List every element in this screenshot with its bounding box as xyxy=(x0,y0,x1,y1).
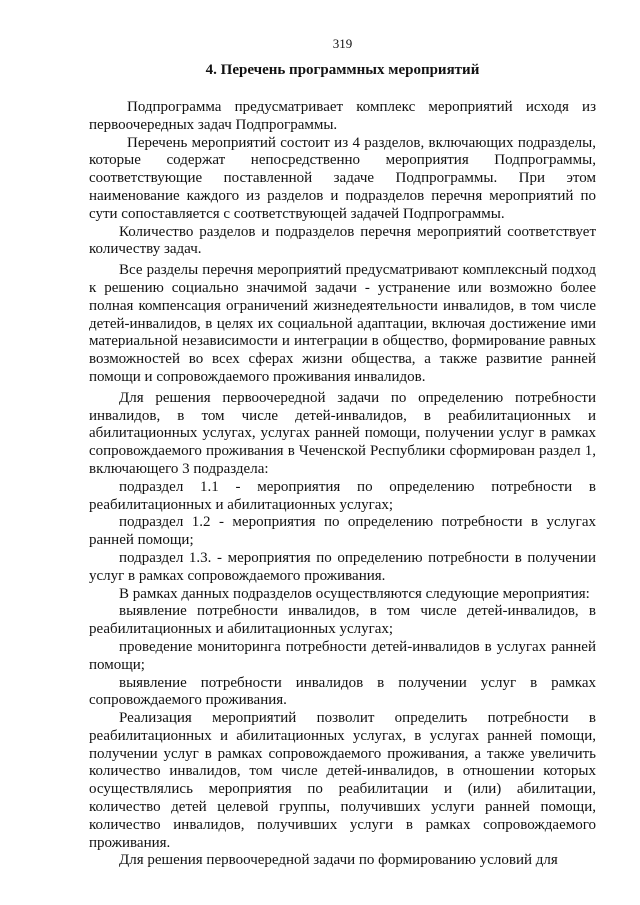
subsection-1-2: подраздел 1.2 - мероприятия по определению потребности в услугах ранней помощи; xyxy=(89,514,596,549)
paragraph-4: Все разделы перечня мероприятий предусматривают комплексный подход к решению социально значимой задачи - устранение или возможно более полная компенсация ограничений жизнедеятельности инвалидов, в том числе детей-инвалидов, в целях их социальной адаптации, включая достижение ими материальной независимости и интеграции в общество, формирование равных возможностей во всех сферах жизни общества, а также развитие ранней помощи и сопровождаемого проживания инвалидов. xyxy=(89,262,596,385)
paragraph-3: Количество разделов и подразделов перечня мероприятий соответствует количеству задач. xyxy=(89,223,596,258)
paragraph-measures-intro: В рамках данных подразделов осуществляются следующие мероприятия: xyxy=(119,585,590,602)
paragraph-results: Реализация мероприятий позволит определить потребности в реабилитационных и абилитационных услугах, в услугах ранней помощи, получении услуг в рамках сопровождаемого проживания, а также увеличить количество инвалидов, том числе детей-инвалидов, в отношении которых осуществлялись мероприятия по реабилитации и (или) абилитации, количество детей целевой группы, получивших услуги ранней помощи, количество инвалидов, получивших услуги в рамках сопровождаемого проживания. xyxy=(89,710,596,851)
subsection-1-3: подраздел 1.3. - мероприятия по определению потребности в получении услуг в рамках сопровождаемого проживания. xyxy=(89,549,596,584)
subsection-1-1: подраздел 1.1 - мероприятия по определению потребности в реабилитационных и абилитационных услугах; xyxy=(89,478,596,513)
paragraph-2: Перечень мероприятий состоит из 4 разделов, включающих подразделы, которые содержат непосредственно мероприятия Подпрограммы, соответствующие поставленной задаче Подпрограммы. При этом наименование каждого из разделов и подразделов перечня мероприятий по сути сопоставляется с соответствующей задачей Подпрограммы. xyxy=(89,134,596,222)
paragraph-1: Подпрограмма предусматривает комплекс мероприятий исходя из первоочередных задач Подпрограммы. xyxy=(89,99,596,133)
measure-item-2: проведение мониторинга потребности детей-инвалидов в услугах ранней помощи; xyxy=(89,638,596,673)
measure-item-3: выявление потребности инвалидов в получении услуг в рамках сопровождаемого проживания. xyxy=(89,674,596,709)
paragraph-5: Для решения первоочередной задачи по определению потребности инвалидов, в том числе детей-инвалидов, в реабилитационных и абилитационных услугах, услугах ранней помощи, получении услуг в рамках сопровождаемого проживания в Чеченской Республики сформирован раздел 1, включающего 3 подраздела: xyxy=(89,389,596,477)
paragraph-next-task: Для решения первоочередной задачи по формированию условий для xyxy=(119,852,558,869)
section-title: 4. Перечень программных мероприятий xyxy=(205,62,480,78)
page-number: 319 xyxy=(332,36,353,51)
measure-item-1: выявление потребности инвалидов, в том числе детей-инвалидов, в реабилитационных и абилитационных услугах; xyxy=(89,603,596,638)
